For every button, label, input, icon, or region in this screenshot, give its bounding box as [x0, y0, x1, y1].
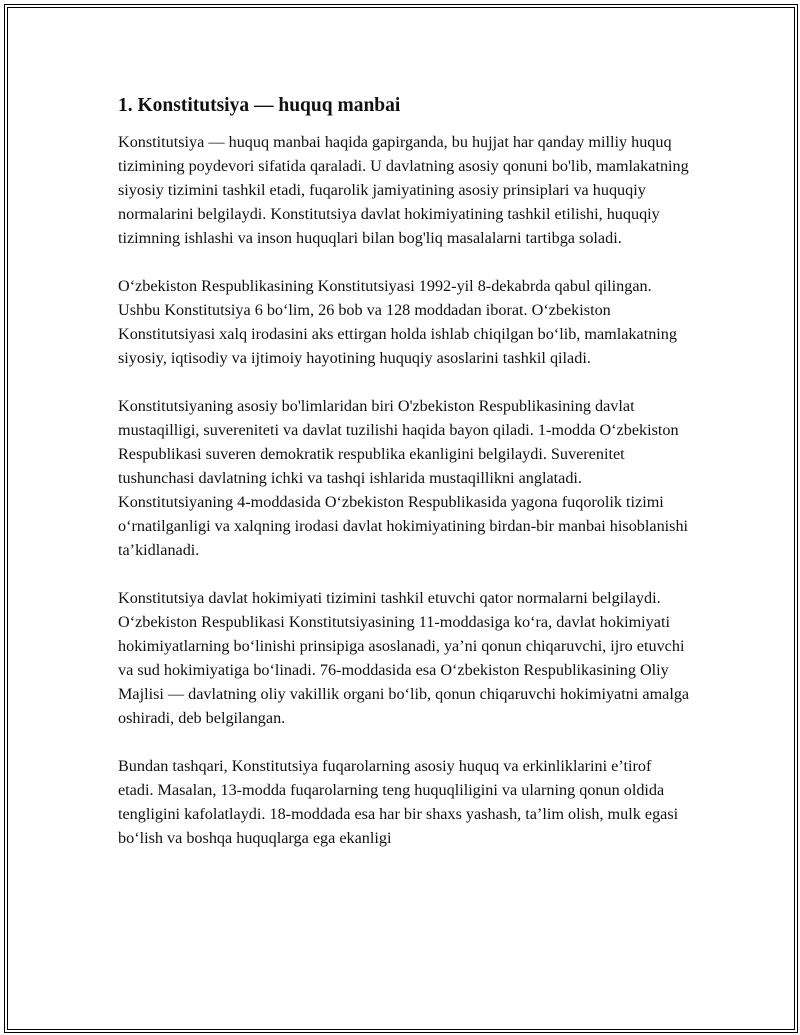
paragraph-state-power: Konstitutsiya davlat hokimiyati tizimini tashkil etuvchi qator normalarni belgilaydi. O‘zbekiston Respublikasi Konstitutsiyasining 11-moddasiga ko‘ra, davlat hokimiyati hokimiyatlarning bo‘linishi prinsipiga asoslanadi, ya’ni qonun chiqaruvchi, ijro etuvchi va sud hokimiyatiga bo‘linadi. 76-moddasida esa O‘zbekiston Respublikasining Oliy Majlisi — davlatning oliy vakillik organi bo‘lib, qonun chiqaruvchi hokimiyatni amalga oshiradi, deb belgilangan.	[118, 589, 690, 727]
paragraph-citizen-rights: Bundan tashqari, Konstitutsiya fuqarolarning asosiy huquq va erkinliklarini e’tirof etadi. Masalan, 13-modda fuqarolarning teng huquqliligini va ularning qonun oldida tengligini kafolatlaydi. 18-moddada esa har bir shaxs yashash, ta’lim olish, mulk egasi bo‘lish va boshqa huquqlarga ega ekanligi	[118, 757, 679, 847]
document-body	[118, 93, 690, 874]
paragraph-adoption: O‘zbekiston Respublikasining Konstitutsiyasi 1992-yil 8-dekabrda qabul qilingan. Ushbu Konstitutsiya 6 bo‘lim, 26 bob va 128 moddadan iborat. O‘zbekiston Konstitutsiyasi xalq irodasini aks ettirgan holda ishlab chiqilgan bo‘lib, mamlakatning siyosiy, iqtisodiy va ijtimoiy hayotining huquqiy asoslarini tashkil qiladi.	[118, 277, 677, 367]
paragraph-intro: Konstitutsiya — huquq manbai haqida gapirganda, bu hujjat har qanday milliy huquq tizimining poydevori sifatida qaraladi. U davlatning asosiy qonuni bo'lib, mamlakatning siyosiy tizimini tashkil etadi, fuqarolik jamiyatining asosiy prinsiplari va huquqiy normalarini belgilaydi. Konstitutsiya davlat hokimiyatining tashkil etilishi, huquqiy tizimning ishlashi va inson huquqlari bilan bog'liq masalalarni tartibga soladi.	[118, 133, 689, 247]
section-heading: 1. Konstitutsiya — huquq manbai	[118, 95, 401, 116]
paragraph-sovereignty: Konstitutsiyaning asosiy bo'limlaridan biri O'zbekiston Respublikasining davlat mustaqilligi, suvereniteti va davlat tuzilishi haqida bayon qiladi. 1-modda O‘zbekiston Respublikasi suveren demokratik respublika ekanligini belgilaydi. Suverenitet tushunchasi davlatning ichki va tashqi ishlarida mustaqillikni anglatadi. Konstitutsiyaning 4-moddasida O‘zbekiston Respublikasida yagona fuqorolik tizimi o‘rnatilganligi va xalqning irodasi davlat hokimiyatining birdan-bir manbai hisoblanishi ta’kidlanadi.	[118, 397, 689, 559]
